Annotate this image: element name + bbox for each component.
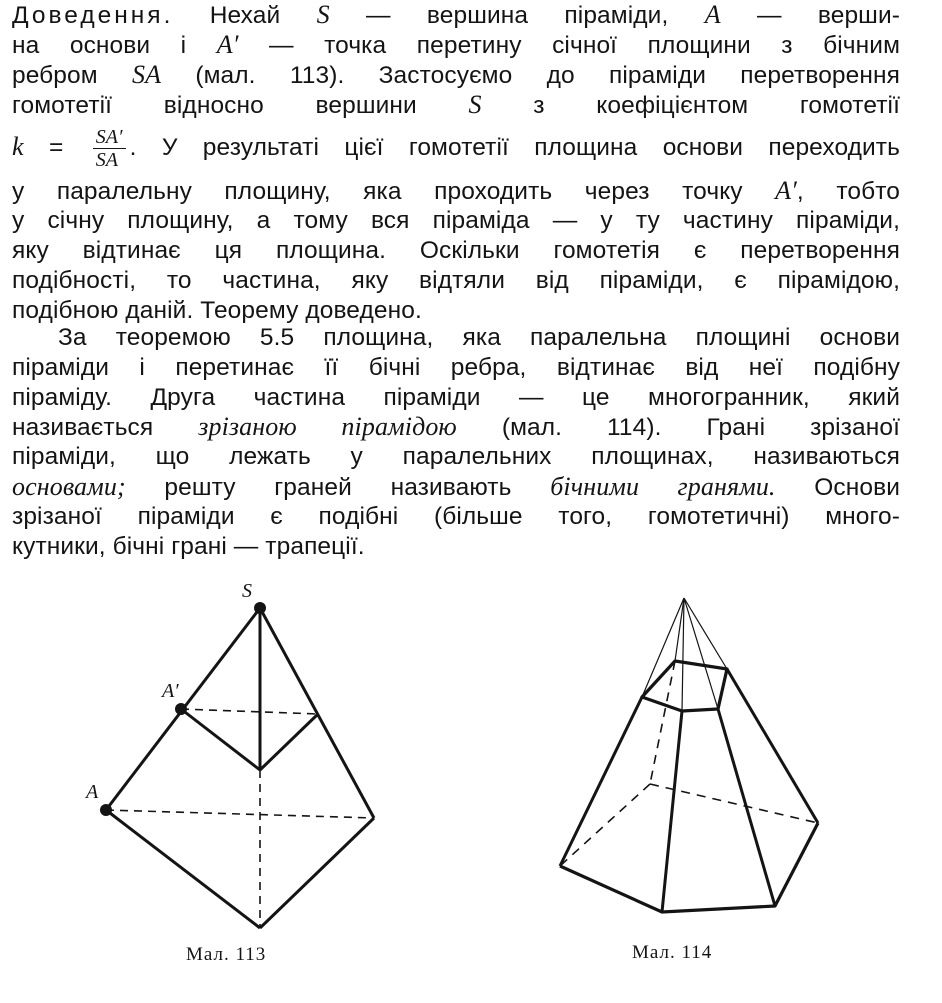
proof-line-4: гомотетії відносно вершини S з коефіцієнтом гомотетії [12, 90, 901, 119]
figure-114-truncated-pyramid [550, 590, 830, 920]
proof-lead: Доведення. [12, 2, 174, 29]
point-a-prime: A′ [775, 176, 797, 205]
term-truncated-pyramid: зрізаною пірамідою [198, 412, 457, 441]
ratio-fraction: $\frac{SA'}{SA}$ [93, 126, 126, 171]
bottom-base-visible [560, 823, 818, 912]
figure-113-pyramid [80, 575, 390, 940]
label-a-prime: A′ [162, 680, 179, 702]
base-edge-a-right-hidden [106, 810, 374, 818]
proof-line-8: яку відтинає ця площина. Оскільки гомотетія є перетворення [12, 237, 900, 264]
point-s-dot [254, 602, 266, 614]
theorem-line-5: піраміди, що лежать у паралельних площинах, називаються [12, 443, 900, 470]
theorem-line-2: піраміди і перетинає її бічні ребра, відтинає від неї подібну [12, 354, 900, 381]
proof-line-10: подібною даній. Теорему доведено. [12, 297, 422, 324]
figure-114-caption: Мал. 114 [632, 942, 713, 963]
base-edge-front-right [260, 818, 374, 928]
label-s: S [242, 580, 252, 602]
base-edge-a-front [106, 810, 260, 928]
proof-line-5: k = $\frac{SA'}{SA}$ . У результаті цієї гомотетії площина основи переходить [12, 126, 900, 172]
theorem-line-4: називається зрізаною пірамідою (мал. 114). Грані зрізаної [12, 412, 900, 441]
proof-line-6: у паралельну площину, яка проходить через точку A′, тобто [12, 176, 900, 205]
edge-sa: SA [131, 60, 162, 89]
figure-113-caption: Мал. 113 [186, 944, 267, 965]
vertex-s: S [316, 0, 330, 29]
term-bases: основами; [12, 472, 126, 501]
lateral-edges [560, 669, 818, 912]
apex-lines [642, 598, 727, 711]
proof-line-9: подібності, то частина, яку відтяли від піраміди, є пірамідою, [12, 267, 900, 294]
proof-line-1: Доведення. Нехай S — вершина піраміди, A — верши- [12, 0, 900, 29]
proof-line-3: ребром SA (мал. 113). Застосуємо до піраміди перетворення [12, 60, 900, 89]
theorem-line-6: основами; решту граней називають бічними гранями. Основи [12, 472, 901, 501]
point-a-dot [100, 804, 112, 816]
coefficient-k: k [12, 132, 24, 161]
theorem-line-1: За теоремою 5.5 площина, яка паралельна площині основи [58, 324, 900, 351]
top-base [642, 661, 727, 711]
vertex-s: S [468, 90, 482, 119]
label-a: A [86, 781, 99, 803]
section-edge-a1-right-hidden [181, 709, 318, 714]
theorem-line-3: піраміду. Друга частина піраміди — це многогранник, який [12, 384, 900, 411]
theorem-line-7: зрізаної піраміди є подібні (більше того, гомотетичні) много- [12, 503, 900, 530]
theorem-line-8: кутники, бічні грані — трапеції. [12, 533, 365, 560]
point-a-prime-dot [175, 703, 187, 715]
section-edge-a1-front [181, 709, 260, 770]
proof-line-7: у січну площину, а тому вся піраміда — у ту частину піраміди, [12, 207, 900, 234]
hidden-edges [560, 661, 818, 866]
proof-line-2: на основи і A′ — точка перетину січної площини з бічним [12, 30, 901, 59]
term-lateral-faces: бічними гранями. [550, 472, 776, 501]
vertex-a: A [704, 0, 721, 29]
section-edge-front-right [260, 714, 318, 770]
point-a-prime: A′ [216, 30, 239, 59]
